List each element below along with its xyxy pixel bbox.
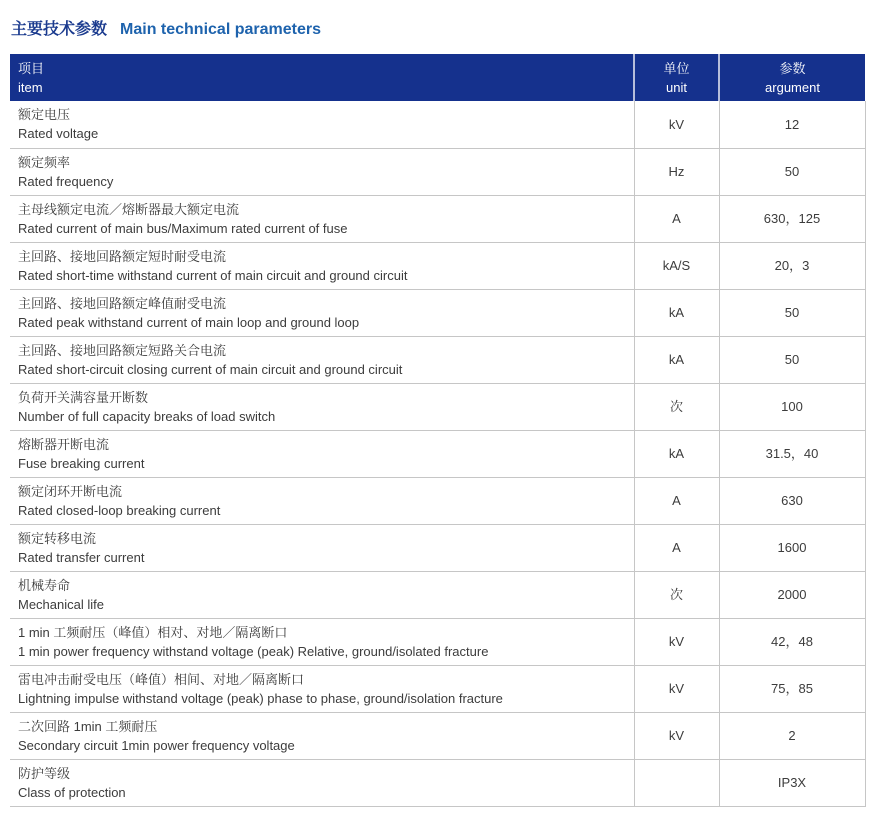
table-body (10, 101, 865, 806)
header-item-en: item (18, 79, 43, 95)
item-cell (10, 571, 634, 618)
value-cell: 20，3 (719, 242, 865, 289)
header-item (10, 54, 634, 101)
table-row (10, 665, 865, 712)
item-en: 1 min power frequency withstand voltage (peak) Relative, ground/isolated fracture (18, 643, 489, 659)
item-en: Rated short-circuit closing current of main circuit and ground circuit (18, 361, 403, 377)
unit-cell: kA (634, 336, 719, 383)
item-en: Rated peak withstand current of main loop and ground loop (18, 314, 360, 330)
item-en: Lightning impulse withstand voltage (peak) phase to phase, ground/isolation fracture (18, 690, 503, 706)
item-cell (10, 148, 634, 195)
item-en: Mechanical life (18, 596, 104, 612)
table-row (10, 524, 865, 571)
unit-cell: kV (634, 712, 719, 759)
item-zh: 主母线额定电流／熔断器最大额定电流 (18, 201, 240, 217)
table-row (10, 195, 865, 242)
item-en: Fuse breaking current (18, 455, 145, 471)
parameters-table (10, 54, 866, 807)
item-cell (10, 195, 634, 242)
item-cell (10, 430, 634, 477)
unit-cell: A (634, 195, 719, 242)
unit-cell: kV (634, 665, 719, 712)
item-zh: 主回路、接地回路额定峰值耐受电流 (18, 295, 227, 311)
item-zh: 额定频率 (18, 154, 71, 170)
item-cell (10, 712, 634, 759)
value-cell: 31.5，40 (719, 430, 865, 477)
item-zh: 额定闭环开断电流 (18, 483, 123, 499)
table-row (10, 759, 865, 806)
item-cell (10, 524, 634, 571)
page-title (10, 0, 865, 54)
value-cell: 75，85 (719, 665, 865, 712)
value-cell: 50 (719, 148, 865, 195)
value-cell: 50 (719, 289, 865, 336)
table-row (10, 477, 865, 524)
item-cell (10, 336, 634, 383)
value-cell: 12 (719, 101, 865, 148)
table-header (10, 54, 865, 101)
item-zh: 二次回路 1min 工频耐压 (18, 718, 158, 734)
unit-cell (634, 759, 719, 806)
item-cell (10, 101, 634, 148)
item-en: Rated transfer current (18, 549, 145, 565)
table-row (10, 148, 865, 195)
item-en: Class of protection (18, 784, 126, 800)
value-cell: 100 (719, 383, 865, 430)
header-unit (634, 54, 719, 101)
item-cell (10, 383, 634, 430)
item-zh: 负荷开关满容量开断数 (18, 389, 149, 405)
unit-cell: 次 (634, 571, 719, 618)
value-cell: 42，48 (719, 618, 865, 665)
item-zh: 主回路、接地回路额定短路关合电流 (18, 342, 227, 358)
item-cell (10, 665, 634, 712)
item-en: Rated short-time withstand current of main circuit and ground circuit (18, 267, 408, 283)
unit-cell: kA (634, 430, 719, 477)
item-en: Number of full capacity breaks of load switch (18, 408, 276, 424)
unit-cell: kA/S (634, 242, 719, 289)
page-title-en: Main technical parameters (120, 21, 321, 38)
value-cell: 630 (719, 477, 865, 524)
header-item-zh: 项目 (18, 60, 45, 76)
table-row (10, 712, 865, 759)
table-row (10, 336, 865, 383)
item-cell (10, 289, 634, 336)
table-row (10, 289, 865, 336)
item-en: Rated frequency (18, 173, 114, 189)
value-cell: 50 (719, 336, 865, 383)
table-row (10, 242, 865, 289)
unit-cell: kV (634, 618, 719, 665)
table-row (10, 571, 865, 618)
unit-cell: Hz (634, 148, 719, 195)
item-cell (10, 477, 634, 524)
value-cell: 2000 (719, 571, 865, 618)
unit-cell: A (634, 477, 719, 524)
table-row (10, 618, 865, 665)
header-unit-en: unit (666, 79, 687, 95)
header-argument-zh: 参数 (779, 60, 806, 76)
page-title-zh: 主要技术参数 (11, 21, 108, 38)
item-cell (10, 759, 634, 806)
unit-cell: kV (634, 101, 719, 148)
unit-cell: 次 (634, 383, 719, 430)
item-cell (10, 618, 634, 665)
value-cell: 1600 (719, 524, 865, 571)
value-cell: 2 (719, 712, 865, 759)
header-argument (719, 54, 865, 101)
item-zh: 防护等级 (18, 765, 71, 781)
item-zh: 额定转移电流 (18, 530, 97, 546)
item-en: Rated closed-loop breaking current (18, 502, 221, 518)
item-zh: 主回路、接地回路额定短时耐受电流 (18, 248, 227, 264)
value-cell: 630，125 (719, 195, 865, 242)
value-cell: IP3X (719, 759, 865, 806)
header-argument-en: argument (765, 79, 820, 95)
unit-cell: A (634, 524, 719, 571)
item-zh: 雷电冲击耐受电压（峰值）相间、对地／隔离断口 (18, 671, 305, 687)
table-row (10, 430, 865, 477)
item-cell (10, 242, 634, 289)
table-row (10, 101, 865, 148)
header-unit-zh: 单位 (663, 60, 690, 76)
item-zh: 1 min 工频耐压（峰值）相对、对地／隔离断口 (18, 624, 288, 640)
item-en: Rated voltage (18, 126, 99, 142)
table-row (10, 383, 865, 430)
unit-cell: kA (634, 289, 719, 336)
item-en: Rated current of main bus/Maximum rated current of fuse (18, 220, 348, 236)
header-row (10, 54, 865, 101)
item-en: Secondary circuit 1min power frequency voltage (18, 737, 295, 753)
item-zh: 机械寿命 (18, 577, 71, 593)
item-zh: 熔断器开断电流 (18, 436, 110, 452)
item-zh: 额定电压 (18, 107, 71, 123)
